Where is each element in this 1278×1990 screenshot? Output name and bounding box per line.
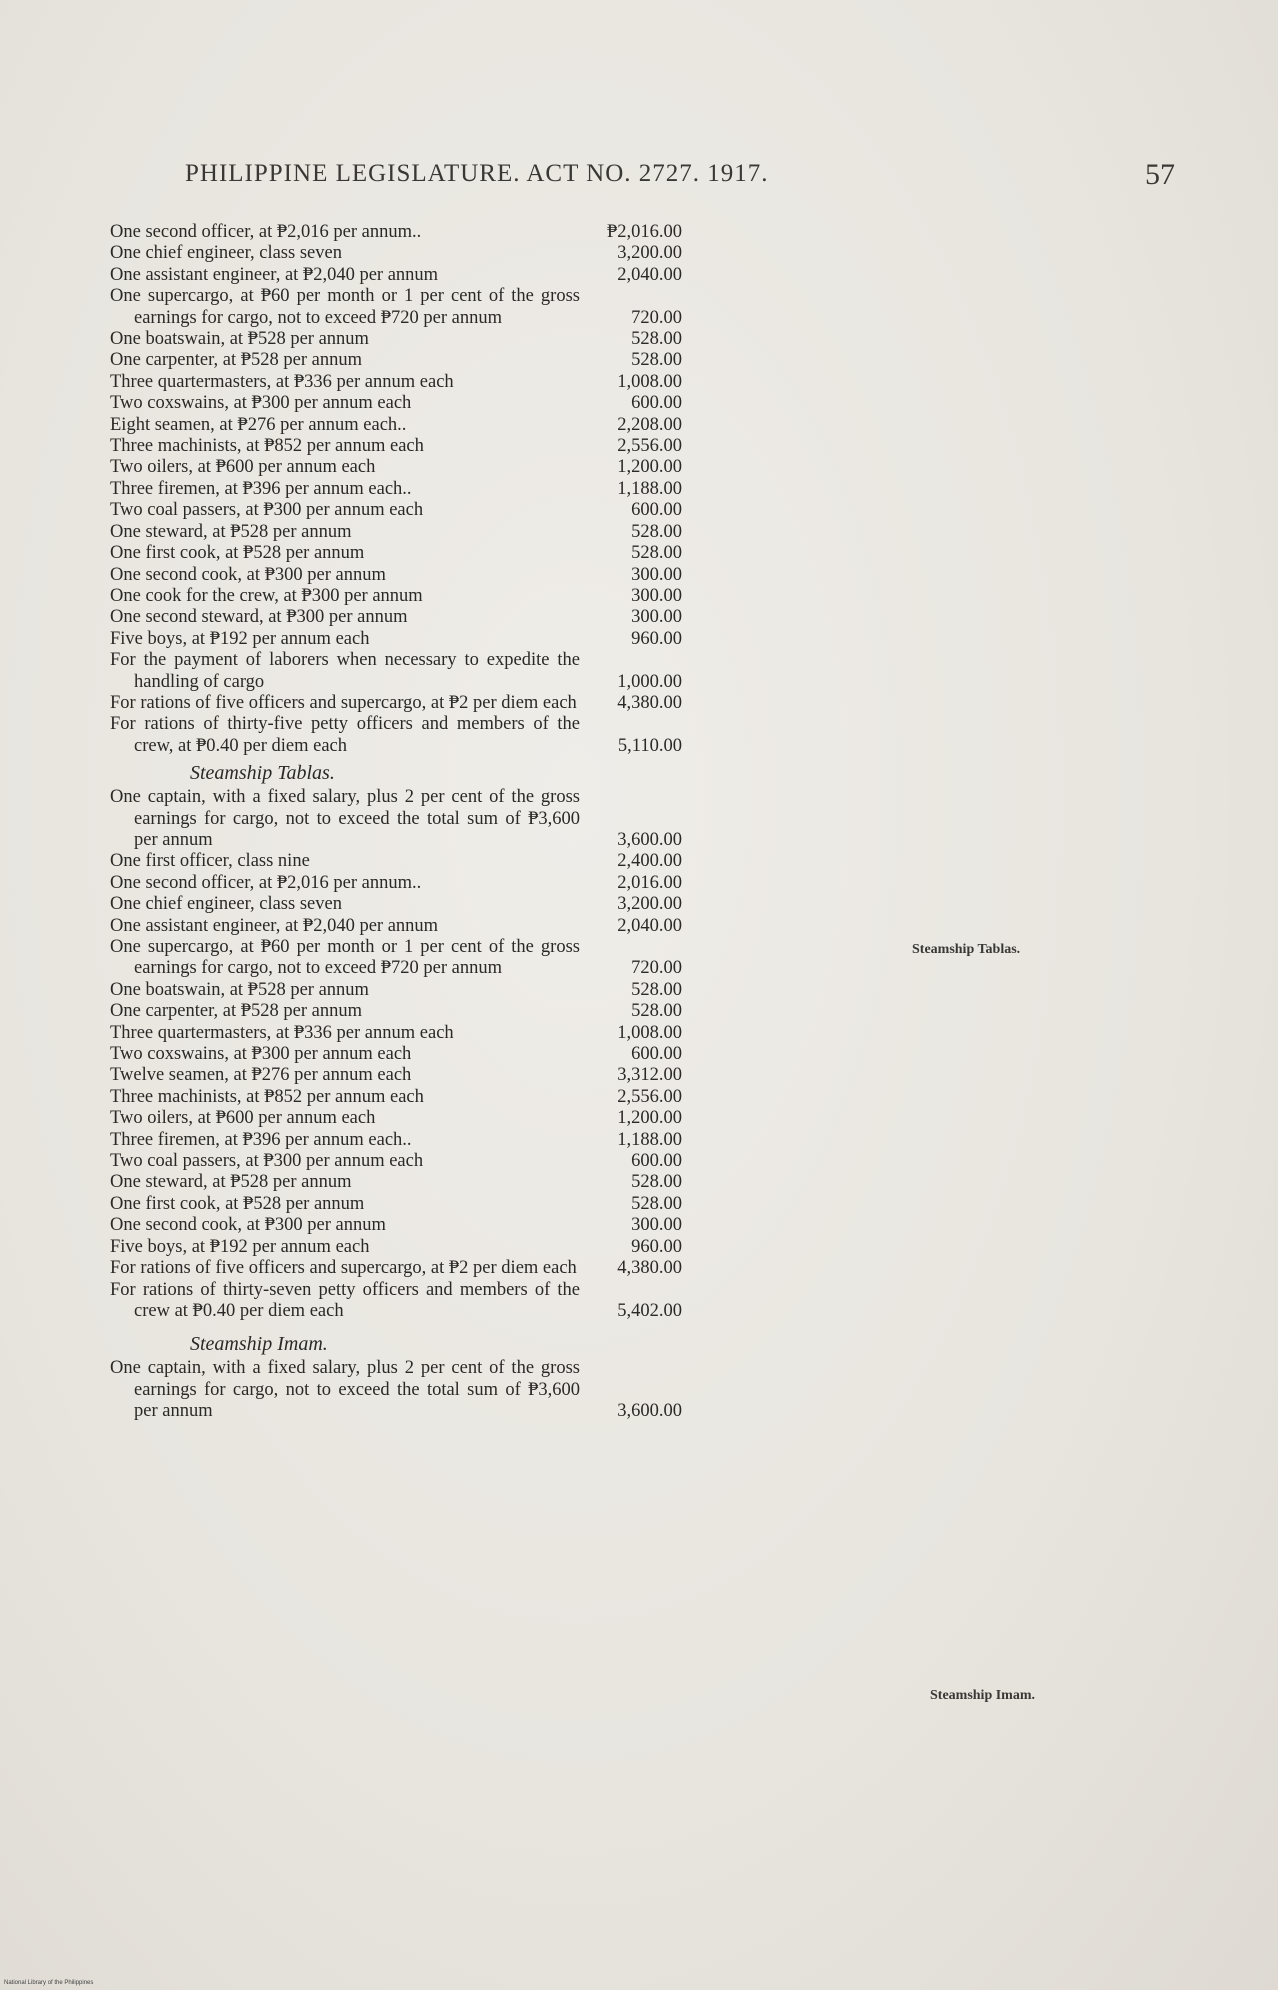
item-amount: 1,188.00 bbox=[617, 1129, 682, 1150]
item-description: One first cook, at ₱528 per annum bbox=[110, 1193, 365, 1214]
item-amount: 2,400.00 bbox=[617, 851, 682, 872]
item-amount: 1,000.00 bbox=[617, 671, 682, 692]
appropriation-item bbox=[110, 607, 710, 628]
item-description: Two coal passers, at ₱300 per annum each bbox=[110, 500, 424, 521]
appropriation-item bbox=[110, 851, 710, 872]
item-description: For rations of thirty-five petty officers and members of the crew, at ₱0.40 per diem each bbox=[110, 714, 580, 756]
appropriation-item bbox=[110, 714, 710, 757]
item-description: One carpenter, at ₱528 per annum bbox=[110, 1001, 362, 1022]
item-amount: 300.00 bbox=[631, 1215, 682, 1236]
item-description: One supercargo, at ₱60 per month or 1 per cent of the gross earnings for cargo, not to exceed ₱720 per annum bbox=[110, 286, 580, 328]
item-amount: 600.00 bbox=[631, 393, 682, 414]
section-imam bbox=[110, 1358, 710, 1422]
item-description: One second cook, at ₱300 per annum bbox=[110, 1215, 386, 1236]
item-description: One boatswain, at ₱528 per annum bbox=[110, 979, 369, 1000]
item-description: One captain, with a fixed salary, plus 2 per cent of the gross earnings for cargo, not to exceed the total sum of ₱3,600 per annum bbox=[110, 1358, 580, 1422]
section-continued bbox=[110, 222, 710, 757]
item-amount: 3,312.00 bbox=[617, 1065, 682, 1086]
item-description: Two oilers, at ₱600 per annum each bbox=[110, 457, 376, 478]
appropriation-item bbox=[110, 329, 710, 350]
appropriation-item bbox=[110, 937, 710, 980]
item-description: Three machinists, at ₱852 per annum each bbox=[110, 436, 424, 457]
item-amount: 720.00 bbox=[631, 307, 682, 328]
item-description: One carpenter, at ₱528 per annum bbox=[110, 350, 362, 371]
appropriation-item bbox=[110, 1044, 710, 1065]
appropriation-item bbox=[110, 286, 710, 329]
item-amount: 4,380.00 bbox=[617, 1258, 682, 1279]
item-amount: 3,600.00 bbox=[617, 1401, 682, 1422]
item-amount: 5,110.00 bbox=[617, 735, 682, 756]
page-number: 57 bbox=[1145, 158, 1175, 191]
item-description: One second steward, at ₱300 per annum bbox=[110, 607, 408, 628]
item-amount: 300.00 bbox=[631, 564, 682, 585]
item-amount: 600.00 bbox=[631, 500, 682, 521]
appropriation-item bbox=[110, 787, 710, 851]
appropriation-item bbox=[110, 222, 710, 243]
appropriation-item bbox=[110, 565, 710, 586]
item-amount: 528.00 bbox=[631, 1172, 682, 1193]
item-amount: ₱2,016.00 bbox=[606, 222, 682, 242]
section-heading-imam: Steamship Imam. bbox=[190, 1333, 328, 1356]
item-description: For rations of thirty-seven petty officers and members of the crew at ₱0.40 per diem each bbox=[110, 1279, 580, 1321]
item-description: One assistant engineer, at ₱2,040 per annum bbox=[110, 915, 439, 936]
item-description: One chief engineer, class seven bbox=[110, 243, 342, 264]
appropriation-item bbox=[110, 1358, 710, 1422]
appropriation-item bbox=[110, 1194, 710, 1215]
appropriation-item bbox=[110, 457, 710, 478]
appropriation-item bbox=[110, 629, 710, 650]
appropriation-item bbox=[110, 916, 710, 937]
item-description: Eight seamen, at ₱276 per annum each.. bbox=[110, 414, 407, 435]
item-amount: 300.00 bbox=[631, 607, 682, 628]
item-amount: 528.00 bbox=[631, 350, 682, 371]
item-amount: 1,188.00 bbox=[617, 478, 682, 499]
appropriation-item bbox=[110, 1215, 710, 1236]
item-amount: 960.00 bbox=[631, 628, 682, 649]
item-description: One first cook, at ₱528 per annum bbox=[110, 543, 365, 564]
margin-note-imam: Steamship Imam. bbox=[930, 1688, 1036, 1703]
item-amount: 1,008.00 bbox=[617, 371, 682, 392]
item-amount: 3,600.00 bbox=[617, 829, 682, 850]
appropriation-item bbox=[110, 543, 710, 564]
item-description: One chief engineer, class seven bbox=[110, 894, 342, 915]
appropriation-item bbox=[110, 265, 710, 286]
item-description: Two oilers, at ₱600 per annum each bbox=[110, 1108, 376, 1129]
item-amount: 2,556.00 bbox=[617, 1086, 682, 1107]
item-description: Two coxswains, at ₱300 per annum each bbox=[110, 393, 412, 414]
appropriation-item bbox=[110, 393, 710, 414]
appropriation-item bbox=[110, 500, 710, 521]
item-amount: 2,016.00 bbox=[617, 872, 682, 893]
item-description: One assistant engineer, at ₱2,040 per annum bbox=[110, 264, 439, 285]
appropriation-item bbox=[110, 1001, 710, 1022]
appropriation-item bbox=[110, 586, 710, 607]
item-amount: 528.00 bbox=[631, 521, 682, 542]
footer-credit: National Library of the Philippines bbox=[4, 1980, 94, 1986]
item-description: One steward, at ₱528 per annum bbox=[110, 521, 352, 542]
appropriation-item bbox=[110, 415, 710, 436]
item-description: Two coal passers, at ₱300 per annum each bbox=[110, 1151, 424, 1172]
item-amount: 600.00 bbox=[631, 1044, 682, 1065]
item-amount: 300.00 bbox=[631, 585, 682, 606]
appropriation-item bbox=[110, 436, 710, 457]
item-description: Three firemen, at ₱396 per annum each.. bbox=[110, 1129, 412, 1150]
item-description: One second officer, at ₱2,016 per annum.. bbox=[110, 872, 422, 893]
item-amount: 1,008.00 bbox=[617, 1022, 682, 1043]
item-description: One second cook, at ₱300 per annum bbox=[110, 564, 386, 585]
item-description: One second officer, at ₱2,016 per annum.. bbox=[110, 222, 422, 242]
item-description: For rations of five officers and supercargo, at ₱2 per diem each bbox=[110, 1258, 577, 1279]
item-amount: 5,402.00 bbox=[617, 1300, 682, 1321]
appropriation-item bbox=[110, 1172, 710, 1193]
appropriation-item bbox=[110, 1130, 710, 1151]
item-amount: 3,200.00 bbox=[617, 243, 682, 264]
appropriation-item bbox=[110, 350, 710, 371]
item-description: Three quartermasters, at ₱336 per annum each bbox=[110, 371, 454, 392]
item-description: One captain, with a fixed salary, plus 2 per cent of the gross earnings for cargo, not to exceed the total sum of ₱3,600 per annum bbox=[110, 787, 580, 850]
item-amount: 1,200.00 bbox=[617, 457, 682, 478]
item-description: One cook for the crew, at ₱300 per annum bbox=[110, 585, 423, 606]
item-description: For the payment of laborers when necessary to expedite the handling of cargo bbox=[110, 650, 580, 692]
appropriation-item bbox=[110, 650, 710, 693]
running-head: PHILIPPINE LEGISLATURE. ACT NO. 2727. 1917. bbox=[185, 160, 769, 187]
item-description: Twelve seamen, at ₱276 per annum each bbox=[110, 1065, 412, 1086]
item-amount: 2,556.00 bbox=[617, 436, 682, 457]
appropriation-item bbox=[110, 894, 710, 915]
section-heading-tablas: Steamship Tablas. bbox=[190, 762, 335, 785]
item-amount: 528.00 bbox=[631, 329, 682, 350]
appropriation-item bbox=[110, 243, 710, 264]
appropriation-item bbox=[110, 1087, 710, 1108]
item-amount: 960.00 bbox=[631, 1236, 682, 1257]
item-amount: 528.00 bbox=[631, 1193, 682, 1214]
item-amount: 720.00 bbox=[631, 958, 682, 979]
item-description: Three machinists, at ₱852 per annum each bbox=[110, 1086, 424, 1107]
section-tablas bbox=[110, 787, 710, 1322]
appropriation-item bbox=[110, 980, 710, 1001]
item-description: One first officer, class nine bbox=[110, 851, 310, 872]
item-description: Two coxswains, at ₱300 per annum each bbox=[110, 1044, 412, 1065]
appropriation-item bbox=[110, 1280, 710, 1323]
appropriation-item bbox=[110, 1151, 710, 1172]
appropriation-item bbox=[110, 372, 710, 393]
item-description: Three quartermasters, at ₱336 per annum each bbox=[110, 1022, 454, 1043]
appropriation-item bbox=[110, 522, 710, 543]
item-amount: 2,040.00 bbox=[617, 264, 682, 285]
item-description: One boatswain, at ₱528 per annum bbox=[110, 329, 369, 350]
item-description: One supercargo, at ₱60 per month or 1 per cent of the gross earnings for cargo, not to exceed ₱720 per annum bbox=[110, 937, 580, 979]
appropriation-item bbox=[110, 1023, 710, 1044]
appropriation-item bbox=[110, 1237, 710, 1258]
item-amount: 528.00 bbox=[631, 1001, 682, 1022]
item-description: Three firemen, at ₱396 per annum each.. bbox=[110, 478, 412, 499]
appropriation-item bbox=[110, 1065, 710, 1086]
appropriation-item bbox=[110, 693, 710, 714]
item-amount: 2,208.00 bbox=[617, 414, 682, 435]
margin-note-tablas: Steamship Tablas. bbox=[912, 942, 1021, 957]
item-amount: 1,200.00 bbox=[617, 1108, 682, 1129]
appropriation-item bbox=[110, 1108, 710, 1129]
appropriation-list bbox=[110, 222, 710, 1423]
item-amount: 528.00 bbox=[631, 979, 682, 1000]
appropriation-item bbox=[110, 1258, 710, 1279]
page-header bbox=[185, 160, 1175, 200]
item-amount: 3,200.00 bbox=[617, 894, 682, 915]
appropriation-item bbox=[110, 479, 710, 500]
item-amount: 528.00 bbox=[631, 543, 682, 564]
item-description: For rations of five officers and supercargo, at ₱2 per diem each bbox=[110, 692, 577, 713]
item-description: Five boys, at ₱192 per annum each bbox=[110, 628, 370, 649]
item-description: Five boys, at ₱192 per annum each bbox=[110, 1236, 370, 1257]
item-amount: 4,380.00 bbox=[617, 692, 682, 713]
item-amount: 600.00 bbox=[631, 1151, 682, 1172]
item-description: One steward, at ₱528 per annum bbox=[110, 1172, 352, 1193]
appropriation-item bbox=[110, 873, 710, 894]
item-amount: 2,040.00 bbox=[617, 915, 682, 936]
